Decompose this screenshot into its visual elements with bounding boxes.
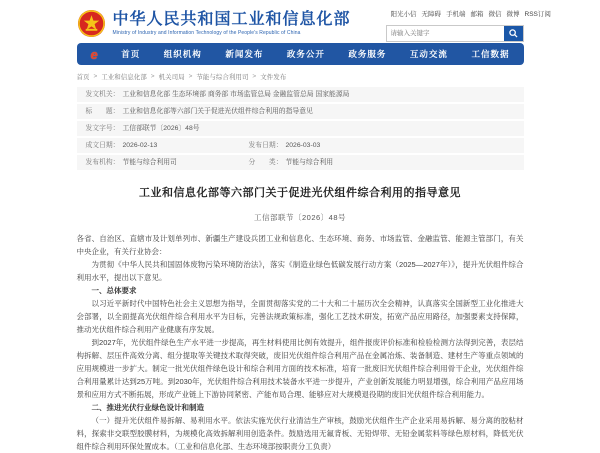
quicklink-wechat[interactable]: 微信 — [488, 11, 502, 18]
meta-label: 标 题： — [85, 108, 120, 115]
meta-cell-category — [249, 158, 334, 167]
quicklink-accessibility[interactable]: 无障碍 — [421, 11, 441, 18]
paragraph-measure-1: （一）提升光伏组件易拆解、易利用水平。依法实施光伏行业清洁生产审核，鼓励光伏组件生产企业采用易拆解、易分离的胶粘材料，探索非交联型胶膜材料，为规模化高效拆解利用创造条件。鼓励选用无氟背板、无铅焊带、无铅金属浆料等绿色原材料，降低光伏组件综合利用环保处置成本。（工业和信息化部、生态环境部按职责分工负责） — [76, 416, 524, 451]
meta-row-publisher — [77, 155, 524, 170]
document-meta-table — [77, 87, 524, 170]
paragraph-guiding-thought: 以习近平新时代中国特色社会主义思想为指导，全面贯彻落实党的二十大和二十届历次全会精神，认真落实全国新型工业化推进大会部署，以全面提高光伏组件综合利用水平为目标，完善法规政策标准，强化工艺技术研发，拓宽产品应用路径，加强要素支持保障，推动光伏组件综合利用产业健康有序发展。 — [76, 299, 524, 334]
breadcrumb-separator: > — [150, 73, 155, 80]
meta-value: 节能与综合利用 — [285, 159, 334, 166]
section-heading-1: 一、总体要求 — [91, 286, 137, 295]
document-body — [77, 232, 524, 453]
meta-value: 节能与综合利用司 — [122, 159, 177, 166]
quick-links — [386, 9, 551, 18]
meta-value: 2026-03-03 — [285, 142, 321, 149]
nav-item-gov-services[interactable]: 政务服务 — [348, 49, 387, 59]
national-emblem-icon — [77, 9, 106, 38]
meta-row-doc-number — [77, 121, 524, 136]
meta-label: 分 类： — [248, 159, 283, 166]
nav-item-news[interactable]: 新闻发布 — [225, 49, 264, 59]
breadcrumb-departments[interactable]: 机关司局 — [158, 74, 185, 81]
meta-value: 工信部联节〔2026〕48号 — [122, 125, 200, 132]
quicklink-mobile[interactable]: 手机端 — [446, 11, 466, 18]
meta-label: 发文字号： — [85, 125, 120, 132]
page-title: 工业和信息化部等六部门关于促进光伏组件综合利用的指导意见 — [139, 187, 461, 199]
meta-label: 发布日期： — [248, 142, 283, 149]
nav-item-gov-info[interactable]: 政务公开 — [286, 49, 325, 59]
meta-value: 工业和信息化部等六部门关于促进光伏组件综合利用的指导意见 — [122, 108, 313, 115]
section-heading-2: 二、推进光伏行业绿色设计和制造 — [91, 403, 204, 412]
quicklink-rss[interactable]: RSS订阅 — [524, 11, 551, 18]
meta-label: 成文日期： — [85, 142, 120, 149]
nav-item-interaction[interactable]: 互动交流 — [409, 49, 448, 59]
breadcrumb-energy-dept[interactable]: 节能与综合利用司 — [196, 74, 249, 81]
breadcrumb-home[interactable]: 首页 — [76, 74, 90, 81]
meta-label: 发文机关： — [85, 91, 120, 98]
breadcrumb-separator: > — [188, 73, 193, 80]
breadcrumb-separator: > — [252, 73, 257, 80]
meta-value: 2026-02-13 — [122, 142, 158, 149]
meta-row-dates — [77, 138, 524, 153]
ministry-name-en: Ministry of Industry and Information Technology of the People's Republic of China — [112, 30, 301, 36]
breadcrumb-miit[interactable]: 工业和信息化部 — [101, 74, 147, 81]
meta-label: 发布机构： — [85, 159, 120, 166]
search-button[interactable] — [504, 26, 523, 41]
gov-e-logo-icon: e — [90, 46, 98, 62]
quicklink-xiaoxin[interactable]: 阳光小信 — [390, 11, 417, 18]
header-right — [386, 9, 551, 42]
meta-cell-publish-date — [249, 141, 321, 150]
paragraph-salutation: 各省、自治区、直辖市及计划单列市、新疆生产建设兵团工业和信息化、生态环境、商务、市场监管、金融监管、能源主管部门，有关中央企业，有关行业协会： — [76, 234, 524, 256]
quicklink-weibo[interactable]: 微博 — [506, 11, 520, 18]
main-nav — [77, 43, 524, 65]
breadcrumb-separator: > — [93, 73, 98, 80]
site-brand[interactable] — [77, 9, 351, 38]
breadcrumb — [77, 72, 524, 81]
paragraph-preamble: 为贯彻《中华人民共和国固体废物污染环境防治法》，落实《制造业绿色低碳发展行动方案（2025—2027年）》，提升光伏组件综合利用水平，提出以下意见。 — [76, 260, 524, 282]
site-header — [77, 0, 551, 41]
nav-item-data[interactable]: 工信数据 — [471, 49, 510, 59]
search-icon — [509, 29, 518, 38]
meta-row-title — [77, 104, 524, 119]
meta-row-issuing-org — [77, 87, 524, 102]
ministry-name-cn: 中华人民共和国工业和信息化部 — [112, 11, 351, 28]
page-container — [76, 0, 551, 453]
nav-item-home[interactable]: 首页 — [121, 49, 141, 59]
nav-item-organization[interactable]: 组织机构 — [163, 49, 202, 59]
breadcrumb-documents[interactable]: 文件发布 — [260, 74, 287, 81]
meta-cell-written-date — [86, 141, 249, 150]
meta-value: 工业和信息化部 生态环境部 商务部 市场监管总局 金融监管总局 国家能源局 — [122, 91, 350, 98]
search-bar — [386, 25, 524, 42]
paragraph-targets: 到2027年，光伏组件绿色生产水平进一步提高，再生材料使用比例有效提升，组件报废评价标准和检验检测方法得到完善，表层结构拆解、层压件高效分离、组分提取等关键技术取得突破，废旧光伏组件综合利用产品在金属冶炼、装备制造、建材生产等重点领域的应用规模进一步扩大。制定一批光伏组件绿色设计和综合利用方面的技术标准，培育一批废旧光伏组件综合利用骨干企业，光伏组件综合利用量累计达到25万吨。到2030年，光伏组件综合利用技术装备水平进一步提升，产业创新发展能力明显增强，综合利用产品应用场景和应用方式不断拓展，形成产业链上下游协同紧密、产能布局合理、能够应对大规模退役期的废旧光伏组件综合利用能力。 — [76, 338, 524, 399]
meta-cell-publisher — [86, 158, 249, 167]
brand-text — [113, 11, 351, 36]
search-input[interactable] — [387, 26, 504, 41]
quicklink-mail[interactable]: 邮箱 — [470, 11, 484, 18]
document-number: 工信部联节〔2026〕48号 — [253, 213, 347, 222]
